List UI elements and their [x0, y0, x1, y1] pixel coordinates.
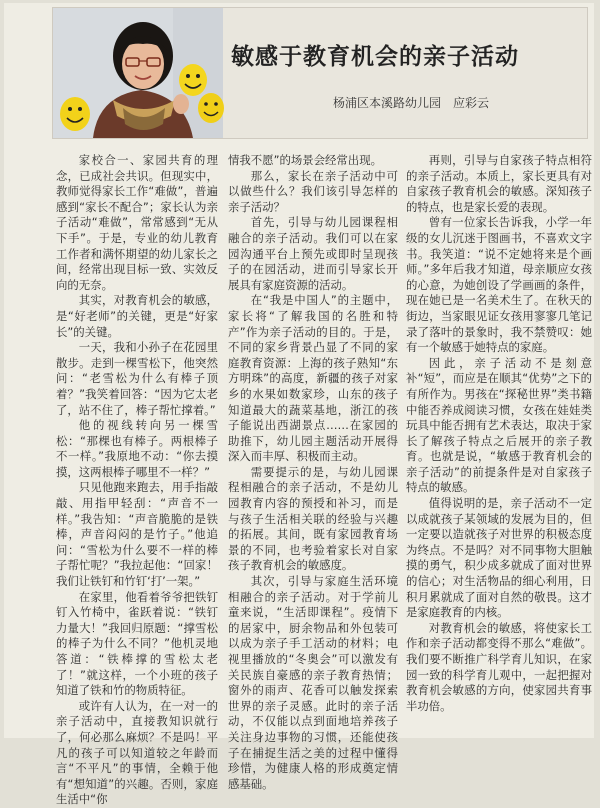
author-photo-illustration [53, 8, 223, 138]
paragraph: 只见他跑来跑去，用手指敲敲、用指甲轻刮：“声音不一样。”我告知：“声音脆脆的是铁棒，声音闷闷的是竹子。”他追问：“雪松为什么要不一样的棒子帮忙呢？”我拉起他：“回家！我们让铁钉和竹钉‘打’一架。” [56, 480, 218, 589]
paragraph: 对教育机会的敏感，将使家长工作和亲子活动都变得不那么“难做”。我们要不断推广科学育儿知识，在家园一致的科学育儿观中，一起把握对教育机会敏感的方向，使家园共育事半功倍。 [406, 620, 592, 713]
article-header [52, 7, 588, 139]
paragraph: 家校合一、家园共育的理念，已成社会共识。但现实中，教师觉得家长工作“难做”，普遍感到“家长不配合”；家长认为亲子活动“难做”，常常感到“无从下手”。于是，专业的幼儿教育工作者和满怀期望的幼儿家长之间，经常出现目标一致、实效反向的无奈。 [56, 153, 218, 292]
paragraph: 首先，引导与幼儿园课程相融合的亲子活动。我们可以在家园沟通平台上预先或即时呈现孩子的在园活动，进而引导家长开展具有家庭资源的活动。 [228, 215, 398, 292]
article-byline: 杨浦区本溪路幼儿园 应彩云 [333, 96, 490, 110]
smiley-balloon-mid [179, 64, 207, 96]
paragraph: 其次，引导与家庭生活环境相融合的亲子活动。对于学前儿童来说，“生活即课程”。疫情下的居家中，厨余物品和外包装可以成为亲子手工活动的材料；电视里播放的“冬奥会”可以激发有关民族自豪感的亲子教育热情；窗外的雨声、花香可以触发探索世界的亲子灵感。此时的亲子活动，不仅能以点到面地培养孩子关注身边事物的习惯，还能使孩子在捕捉生活之美的过程中懂得珍惜，为健康人格的形成奠定情感基础。 [228, 574, 398, 791]
paragraph: 需要提示的是，与幼儿园课程相融合的亲子活动，不是幼儿园教育内容的预授和补习，而是与孩子生活相关联的经验与兴趣的拓展。其间，既有家园教育场景的不同，也考验着家长对自家孩子教育机会的敏感度。 [228, 464, 398, 573]
paragraph: 在“我是中国人”的主题中，家长将“了解我国的名胜和特产”作为亲子活动的目的。于是，不同的家乡背景凸显了不同的家庭教育资源：上海的孩子熟知“东方明珠”的高度，新疆的孩子对家乡的水果如数家珍，山东的孩子知道最大的蔬菜基地，浙江的孩子能说出西湖景点……在家园的助推下，幼儿园主题活动开展得深入而丰厚、积极而主动。 [228, 293, 398, 464]
paragraph: 因此，亲子活动不是刻意补“短”，而应是在顺其“优势”之下的有所作为。男孩在“探秘世界”类书籍中能否养成阅读习惯，女孩在娃娃类玩具中能否拥有艺术表达，取决于家长了解孩子特点之后展开的亲子教育。也就是说，“敏感于教育机会的亲子活动”的前提条件是对自家孩子特点的敏感。 [406, 355, 592, 495]
paragraph: 他的视线转向另一棵雪松：“那棵也有棒子。两根棒子不一样。”我原地不动：“你去摸摸，这两根棒子哪里不一样？” [56, 418, 218, 479]
smiley-balloon-left [60, 97, 90, 131]
smiley-balloon-right [198, 93, 224, 123]
paragraph: 在家里，他看着爷爷把铁钉钉入竹椅中，雀跃着说：“铁钉力量大！”我回归原题：“撑雪松的棒子为什么不同？”他机灵地答道：“铁棒撑的雪松太老了！”就这样，一个小班的孩子知道了铁和竹的物质特征。 [56, 589, 218, 698]
paragraph: 曾有一位家长告诉我，小学一年级的女儿沉迷于图画书，不喜欢文字书。我笑道：“说不定她将来是个画师。”多年后我才知道，母亲顺应女孩的心意，为她创设了学画画的条件，现在她已是一名美术生了。在秋天的街边，当家眼见证女孩用寥寥几笔记录了落叶的景象时，我不禁赞叹：她有一个敏感于她特点的家庭。 [406, 215, 592, 355]
magazine-page [4, 3, 594, 807]
text-column-3 [406, 153, 592, 733]
paragraph: 再则，引导与自家孩子特点相符的亲子活动。本质上，家长更具有对自家孩子教育机会的敏感。深知孩子的特点，也是家长爱的表现。 [406, 153, 592, 214]
author-photo [53, 8, 223, 138]
text-column-2 [228, 153, 398, 791]
text-column-1 [56, 153, 218, 807]
paragraph: 其实，对教育机会的敏感，是“好老师”的关键，更是“好家长”的关键。 [56, 293, 218, 339]
paragraph: 一天，我和小孙子在花园里散步。走到一棵雪松下，他突然问：“老雪松为什么有棒子顶着？”我笑着回答：“因为它太老了，站不住了，棒子帮忙撑着。” [56, 340, 218, 417]
paragraph: 或许有人认为，在一对一的亲子活动中，直接教知识就行了，何必那么麻烦？不是吗！平凡的孩子可以知道较之年龄而言“不平凡”的事情，全赖于他有“想知道”的兴趣。否则，家庭生活中“你 [56, 698, 218, 807]
paragraph: 情我不愿”的场景会经常出现。 [228, 153, 382, 167]
article-title: 敏感于教育机会的亲子活动 [231, 43, 519, 70]
paragraph: 值得说明的是，亲子活动不一定以成就孩子某领域的发展为目的，但一定要以造就孩子对世界的积极态度为终点。不是吗？对不同事物大胆触摸的勇气，积少成多就成了面对世界的信心；对生活物品的细心利用，日积月累就成了面对自然的敬畏。这才是家庭教育的内核。 [406, 496, 592, 620]
paragraph: 那么，家长在亲子活动中可以做些什么？我们该引导怎样的亲子活动？ [228, 168, 398, 214]
